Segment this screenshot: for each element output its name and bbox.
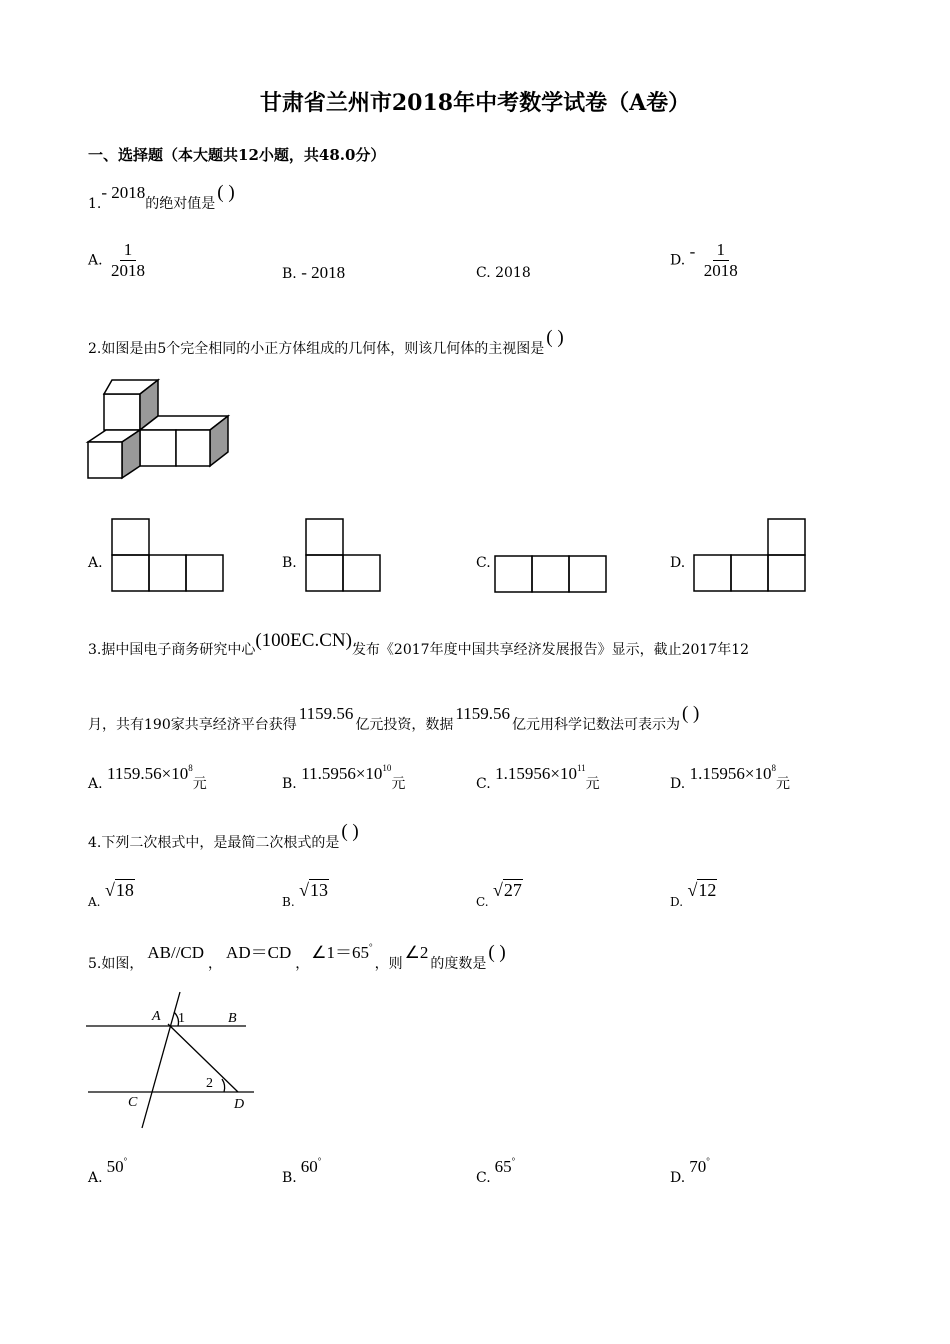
question-5: [88, 942, 506, 974]
question-4-paren: ( ): [341, 821, 359, 842]
fraction: [700, 240, 742, 281]
unit: 元: [585, 776, 600, 792]
option-label: C. 2018: [476, 265, 531, 281]
exponent: 10: [382, 763, 392, 773]
option-value: 50°: [106, 1156, 128, 1176]
line-ad: [168, 1024, 238, 1092]
option-label: B.: [282, 1170, 297, 1186]
value-2: 1159.56: [455, 704, 510, 723]
option-label: A.: [88, 776, 103, 792]
question-3-text: 亿元用科学记数法可表示为: [511, 717, 680, 733]
degrees: 60: [300, 1157, 318, 1176]
square-root: √18: [104, 880, 134, 900]
option-label: C.: [476, 776, 491, 792]
square-root: √13: [299, 880, 328, 900]
exponent: 11: [576, 763, 586, 773]
source-label: (100EC.CN): [255, 630, 352, 651]
q2-option-d-figure: [694, 519, 806, 591]
base: 1.15956×10: [495, 764, 577, 783]
denominator: 2018: [703, 261, 738, 280]
question-1-paren: ( ): [217, 182, 235, 203]
q3-option-a[interactable]: [88, 763, 207, 793]
q2-option-b-figure: [306, 519, 382, 591]
base: 1.15956×10: [689, 764, 772, 783]
option-label: C.: [476, 555, 491, 571]
question-2: [88, 327, 564, 359]
condition-parallel: AB//CD: [147, 943, 205, 962]
q1-option-a[interactable]: [88, 240, 149, 281]
point-a-label: A: [152, 1009, 161, 1024]
option-label: B.: [282, 266, 297, 282]
q5-option-c[interactable]: [476, 1156, 516, 1187]
option-label: B.: [282, 776, 297, 792]
q2-option-a-figure: [112, 519, 224, 591]
q4-option-b[interactable]: [282, 880, 329, 909]
question-1-expression: - 2018: [101, 183, 146, 202]
option-label: A.: [88, 252, 103, 269]
degrees: 65: [494, 1157, 512, 1176]
cube-figure: [86, 380, 236, 482]
exponent: 8: [771, 763, 776, 773]
q5-option-d[interactable]: [670, 1156, 710, 1187]
option-label: A.: [88, 1170, 103, 1186]
angle-2: ∠2: [404, 943, 429, 962]
q3-option-c[interactable]: [476, 763, 600, 793]
option-value: [690, 764, 776, 783]
option-value: - 2018: [301, 263, 346, 282]
radicand: 27: [503, 880, 522, 900]
q2-option-c-figure: [495, 556, 607, 593]
q2-option-d[interactable]: [670, 555, 685, 571]
question-1-number: 1.: [88, 196, 102, 212]
radicand: 12: [698, 880, 717, 900]
square-root: √27: [493, 880, 522, 900]
question-3-text: 月，共有190家共享经济平台获得: [88, 717, 297, 733]
angle-2-label: 2: [206, 1076, 213, 1091]
option-value: [495, 764, 586, 783]
q4-option-d[interactable]: [670, 880, 717, 909]
point-d-label: D: [234, 1097, 245, 1112]
question-5-text: 的度数是: [430, 956, 487, 972]
question-1-text: 的绝对值是: [145, 196, 216, 212]
question-5-text: 5.如图，: [88, 956, 144, 972]
angle-1-value: ∠1＝65: [311, 943, 369, 962]
numerator: 1: [120, 240, 137, 261]
q5-option-b[interactable]: [282, 1156, 322, 1187]
radicand: 13: [309, 880, 328, 900]
question-2-paren: ( ): [546, 327, 564, 348]
page-title: 甘肃省兰州市2018年中考数学试卷（A卷）: [259, 90, 691, 116]
option-label: C.: [476, 1170, 491, 1186]
separator: ，: [295, 956, 310, 972]
option-value: [107, 764, 193, 783]
q5-option-a[interactable]: [88, 1156, 128, 1187]
minus-sign: -: [689, 241, 696, 261]
radicand: 18: [115, 880, 134, 900]
point-c-label: C: [128, 1095, 138, 1110]
q4-option-a[interactable]: [88, 880, 135, 909]
degrees: 70: [689, 1157, 707, 1176]
angle-1-label: 1: [178, 1011, 185, 1026]
base: 11.5956×10: [301, 764, 383, 783]
question-4: [88, 821, 359, 853]
unit: 元: [391, 776, 406, 792]
value-1: 1159.56: [298, 704, 354, 723]
question-3-line-2: [88, 703, 700, 735]
option-label: B.: [282, 555, 297, 571]
option-label: D.: [670, 1170, 686, 1186]
option-label: A.: [88, 555, 103, 571]
q1-option-b[interactable]: [282, 263, 345, 283]
parallel-lines-figure: [86, 988, 256, 1133]
question-3-paren: ( ): [681, 703, 700, 724]
condition-angle: ∠1＝65°: [311, 942, 373, 962]
degrees: 50: [106, 1157, 124, 1176]
unit: 元: [192, 776, 207, 792]
option-label: D.: [670, 252, 686, 269]
base: 1159.56×10: [107, 764, 189, 783]
question-5-paren: ( ): [488, 942, 506, 963]
question-3-text: 发布《2017年度中国共享经济发展报告》显示，截止2017年12: [351, 642, 750, 658]
option-value: 60°: [300, 1156, 322, 1176]
option-label: B.: [282, 895, 295, 909]
option-value: 65°: [494, 1156, 516, 1176]
q3-option-d[interactable]: [670, 763, 790, 793]
option-value: 70°: [689, 1156, 710, 1176]
point-b-label: B: [228, 1011, 237, 1026]
q1-option-d[interactable]: [670, 240, 742, 281]
option-label: D.: [670, 555, 686, 571]
unit: 元: [775, 776, 790, 792]
denominator: 2018: [111, 261, 146, 280]
square-root: √12: [687, 880, 717, 900]
question-1: [88, 182, 235, 214]
q2-option-a[interactable]: [88, 555, 103, 571]
q2-option-b[interactable]: [282, 555, 297, 571]
question-2-text: 2.如图是由5个完全相同的小正方体组成的几何体，则该几何体的主视图是: [88, 341, 545, 357]
question-3-text: 3.据中国电子商务研究中心: [88, 642, 256, 658]
numerator: 1: [713, 240, 730, 261]
q1-option-c[interactable]: [476, 265, 531, 281]
question-4-text: 4.下列二次根式中，是最简二次根式的是: [88, 835, 340, 851]
fraction: [107, 240, 149, 281]
section-heading: 一、选择题（本大题共12小题，共48.0分）: [88, 146, 386, 164]
option-label: D.: [670, 895, 684, 909]
q2-option-c[interactable]: [476, 555, 491, 571]
option-label: D.: [670, 776, 686, 792]
exponent: 8: [188, 763, 193, 773]
q3-option-b[interactable]: [282, 763, 406, 793]
separator: ，: [208, 956, 223, 972]
question-3-line-1: [88, 630, 750, 660]
condition-equal: AD＝CD: [226, 943, 292, 962]
option-label: C.: [476, 895, 489, 909]
question-5-text: ，则: [374, 956, 403, 972]
option-value: [301, 764, 391, 783]
question-3-text: 亿元投资，数据: [355, 717, 454, 733]
option-label: A.: [88, 895, 101, 909]
q4-option-c[interactable]: [476, 880, 523, 909]
